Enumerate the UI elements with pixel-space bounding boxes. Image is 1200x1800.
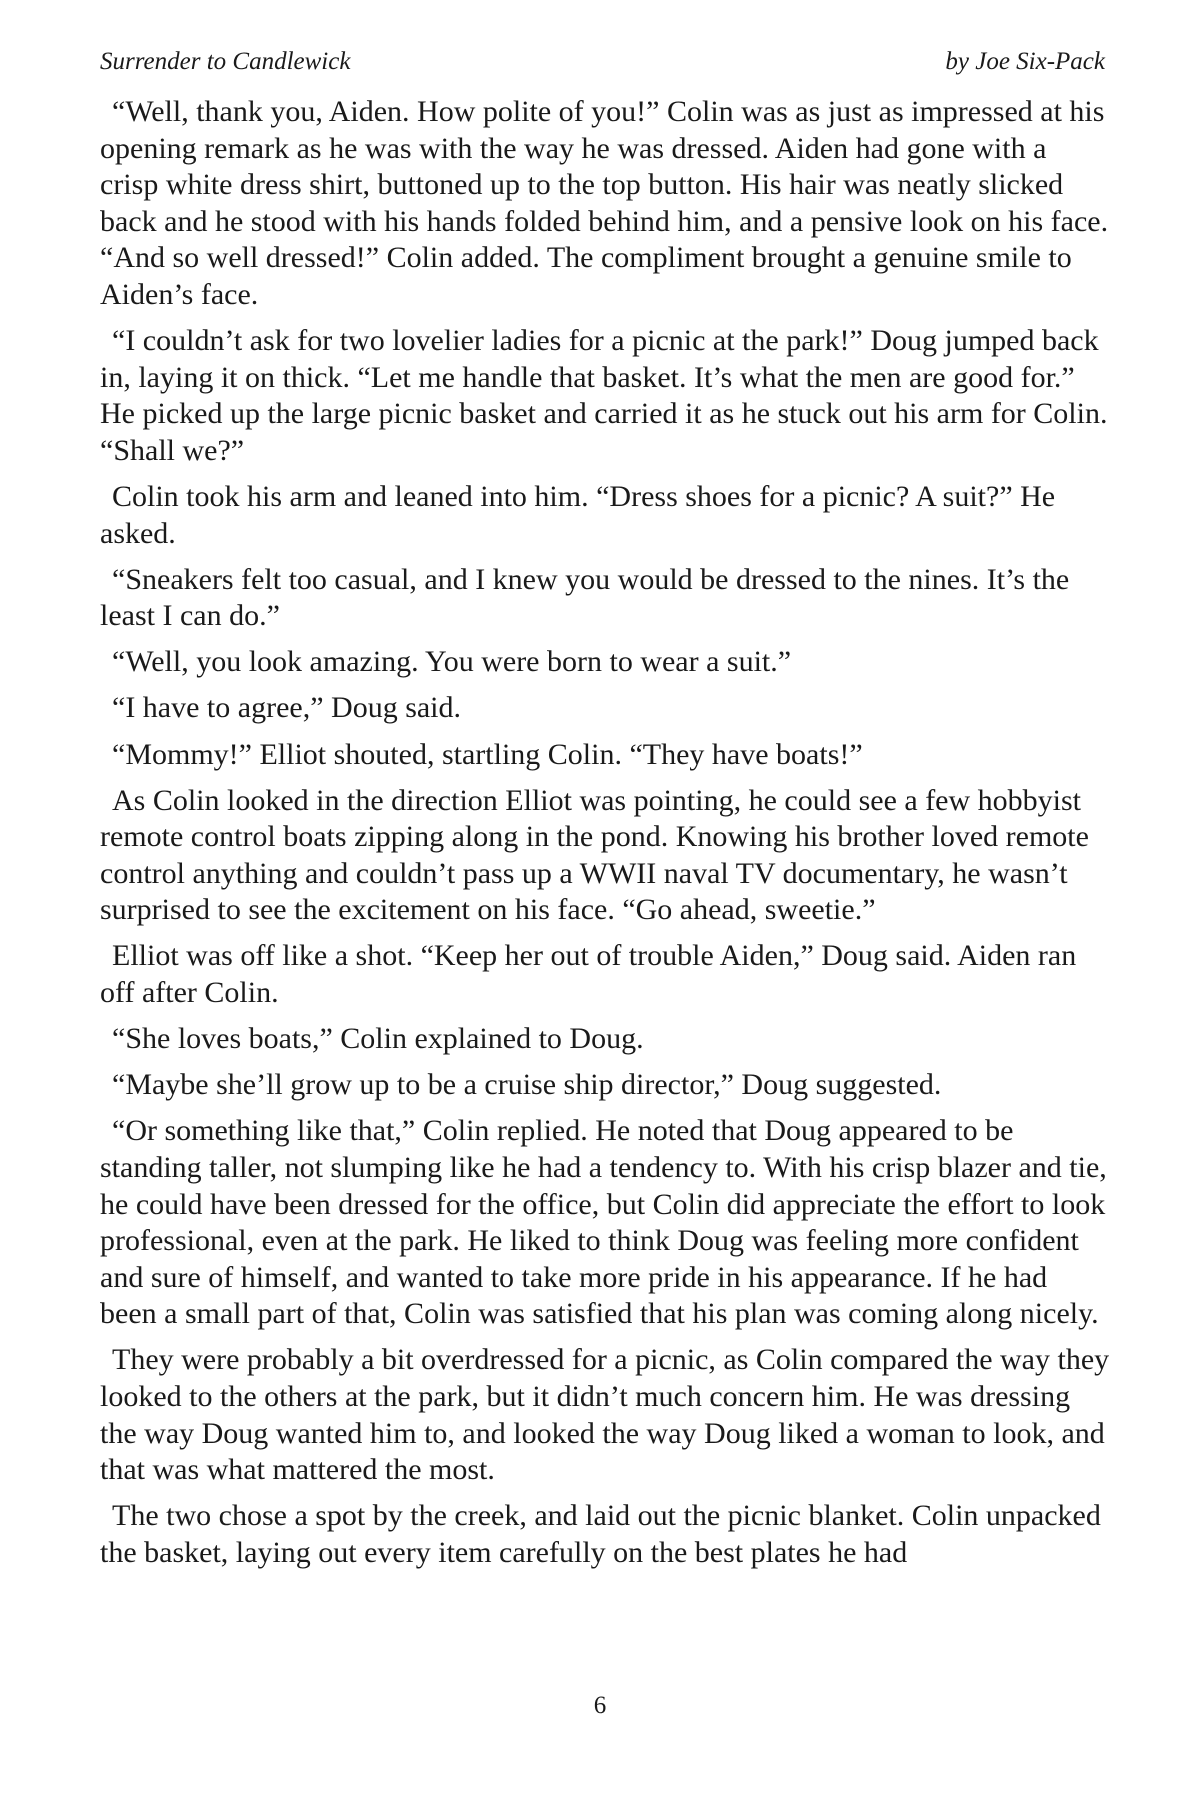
paragraph: The two chose a spot by the creek, and laid out the picnic blanket. Colin unpacked the basket, laying out every item carefully on the best plates he had (100, 1499, 1101, 1569)
paragraph: “I have to agree,” Doug said. (112, 691, 462, 725)
paragraph: “Or something like that,” Colin replied. He noted that Doug appeared to be standing taller, not slumping like he had a tendency to. With his crisp blazer and tie, he could have been dressed for the office, but Colin did appreciate the effort to look professional, even at the park. He liked to think Doug was feeling more confident and sure of himself, and wanted to take more pride in his appearance. If he had been a small part of that, Colin was satisfied that his plan was coming along nicely. (100, 1114, 1107, 1331)
paragraph: As Colin looked in the direction Elliot was pointing, he could see a few hobbyist remote control boats zipping along in the pond. Knowing his brother loved remote control anything and couldn’t pass up a WWII naval TV documentary, he wasn’t surprised to see the excitement on his face. “Go ahead, sweetie.” (100, 783, 1089, 927)
paragraph: “Sneakers felt too casual, and I knew you would be dressed to the nines. It’s the least I can do.” (100, 562, 1070, 633)
paragraph: “Mommy!” Elliot shouted, startling Colin. “They have boats!” (112, 737, 863, 771)
paragraph: “She loves boats,” Colin explained to Doug. (112, 1022, 644, 1056)
author-name: by Joe Six-Pack (945, 48, 1105, 75)
paragraph: “Well, thank you, Aiden. How polite of you!” Colin was as just as impressed at his opening remark as he was with the way he was dressed. Aiden had gone with a crisp white dress shirt, buttoned up to the top button. His hair was neatly slicked back and he stood with his hands folded behind him, and a pensive look on his face. “And so well dressed!” Colin added. The compliment brought a genuine smile to Aiden’s face. (100, 95, 1109, 311)
paragraph: They were probably a bit overdressed for a picnic, as Colin compared the way they looked to the others at the park, but it didn’t much concern him. He was dressing the way Doug wanted him to, and looked the way Doug liked a woman to look, and that was what mattered the most. (100, 1343, 1110, 1487)
paragraph: Colin took his arm and leaned into him. “Dress shoes for a picnic? A suit?” He asked. (100, 479, 1056, 550)
body-text (100, 94, 1110, 1581)
page-number: 6 (593, 1692, 607, 1719)
paragraph: “I couldn’t ask for two lovelier ladies for a picnic at the park!” Doug jumped back in, laying it on thick. “Let me handle that basket. It’s what the men are good for.” He picked up the large picnic basket and carried it as he stuck out his arm for Colin. “Shall we?” (100, 324, 1108, 467)
paragraph: “Well, you look amazing. You were born to wear a suit.” (112, 645, 792, 679)
running-header (100, 42, 1105, 82)
book-title: Surrender to Candlewick (100, 48, 351, 75)
paragraph: “Maybe she’ll grow up to be a cruise ship director,” Doug suggested. (112, 1068, 942, 1102)
paragraph: Elliot was off like a shot. “Keep her out of trouble Aiden,” Doug said. Aiden ran off after Colin. (100, 939, 1077, 1010)
